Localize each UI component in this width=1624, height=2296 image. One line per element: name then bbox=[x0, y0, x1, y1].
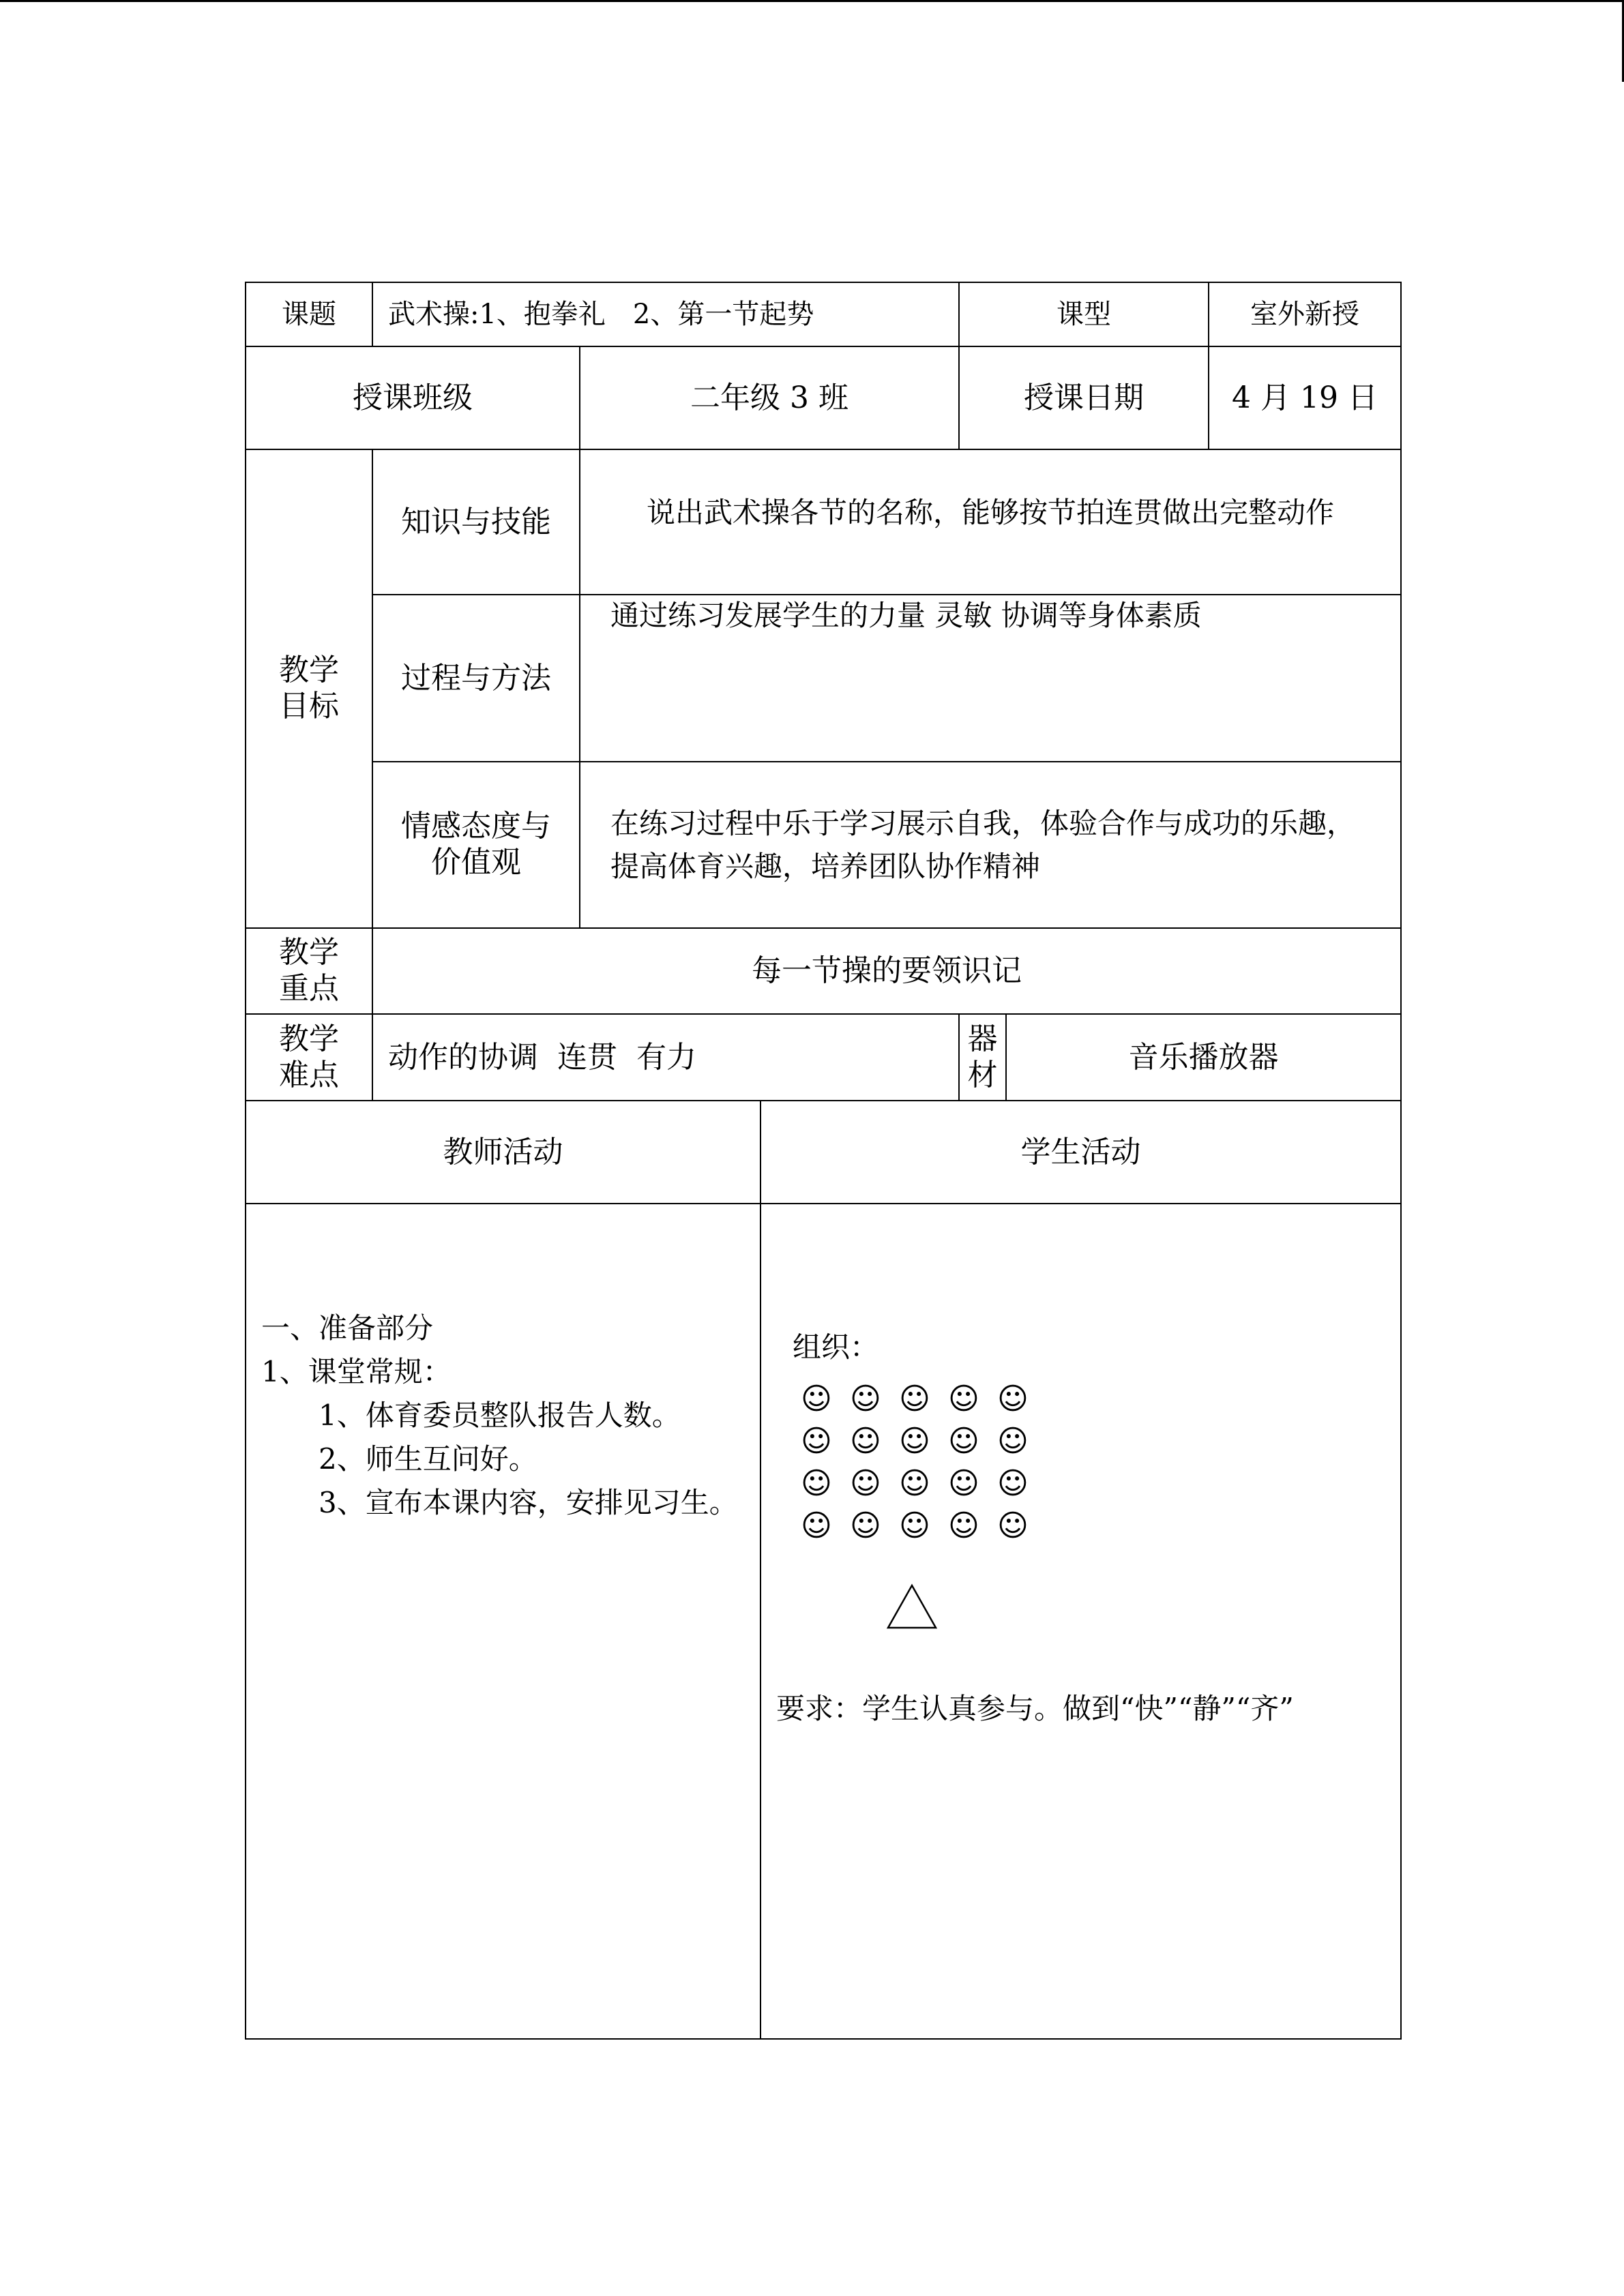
process-text: 通过练习发展学生的力量 灵敏 协调等身体素质 bbox=[580, 595, 1401, 762]
smiley-icon: ☺ bbox=[948, 1424, 979, 1459]
smiley-icon: ☺ bbox=[997, 1508, 1029, 1543]
activity-header-row bbox=[246, 1101, 1401, 1204]
smiley-icon: ☺ bbox=[850, 1466, 881, 1501]
attitude-text: 在练习过程中乐于学习展示自我，体验合作与成功的乐趣，提高体育兴趣，培养团队协作精神 bbox=[580, 762, 1401, 928]
topic-row bbox=[246, 282, 1401, 346]
smiley-icon: ☺ bbox=[997, 1424, 1029, 1459]
smiley-icon: ☺ bbox=[850, 1382, 881, 1416]
triangle-icon bbox=[885, 1583, 939, 1630]
class-row bbox=[246, 346, 1401, 449]
equipment-label: 器材 bbox=[959, 1014, 1006, 1101]
class-label: 授课班级 bbox=[246, 346, 580, 449]
class-value: 二年级 3 班 bbox=[580, 346, 959, 449]
key-point-row bbox=[246, 928, 1401, 1014]
smiley-icon: ☺ bbox=[801, 1466, 832, 1501]
knowledge-text: 说出武术操各节的名称，能够按节拍连贯做出完整动作 bbox=[580, 449, 1401, 595]
organization-label: 组织： bbox=[793, 1330, 879, 1364]
student-formation bbox=[801, 1378, 1046, 1547]
difficulty-row bbox=[246, 1014, 1401, 1101]
smiley-icon: ☺ bbox=[899, 1466, 930, 1501]
key-point-label: 教学重点 bbox=[246, 928, 372, 1014]
smiley-icon: ☺ bbox=[801, 1508, 832, 1543]
teacher-line-report: 1、体育委员整队报告人数。 bbox=[319, 1399, 681, 1432]
teacher-line-greet: 2、师生互问好。 bbox=[319, 1442, 537, 1476]
key-point-text: 每一节操的要领识记 bbox=[372, 928, 1401, 1014]
teacher-line-announce: 3、宣布本课内容，安排见习生。 bbox=[319, 1486, 738, 1519]
smiley-icon: ☺ bbox=[948, 1382, 979, 1416]
date-label: 授课日期 bbox=[959, 346, 1209, 449]
objective-process-row bbox=[246, 595, 1401, 762]
smiley-icon: ☺ bbox=[850, 1508, 881, 1543]
formation-row bbox=[801, 1420, 1046, 1463]
attitude-label-line2: 价值观 bbox=[431, 845, 521, 880]
smiley-icon: ☺ bbox=[801, 1382, 832, 1416]
objective-knowledge-row bbox=[246, 449, 1401, 595]
smiley-icon: ☺ bbox=[850, 1424, 881, 1459]
student-activity-cell bbox=[761, 1204, 1401, 2039]
objectives-label: 教学目标 bbox=[246, 449, 372, 928]
page-top-border bbox=[0, 0, 1624, 2]
smiley-icon: ☺ bbox=[948, 1508, 979, 1543]
lesson-type-label: 课型 bbox=[959, 282, 1209, 346]
formation-row bbox=[801, 1378, 1046, 1420]
formation-row bbox=[801, 1463, 1046, 1505]
smiley-icon: ☺ bbox=[997, 1382, 1029, 1416]
activity-content-row bbox=[246, 1204, 1401, 2039]
difficulty-text: 动作的协调 连贯 有力 bbox=[372, 1014, 959, 1101]
smiley-icon: ☺ bbox=[899, 1508, 930, 1543]
difficulty-label: 教学难点 bbox=[246, 1014, 372, 1101]
teacher-activity-list bbox=[261, 1307, 738, 1525]
teacher-activity-header: 教师活动 bbox=[246, 1101, 761, 1204]
smiley-icon: ☺ bbox=[899, 1424, 930, 1459]
lesson-plan-table bbox=[245, 282, 1402, 2040]
smiley-icon: ☺ bbox=[801, 1424, 832, 1459]
equipment-text: 音乐播放器 bbox=[1006, 1014, 1401, 1101]
smiley-icon: ☺ bbox=[948, 1466, 979, 1501]
attitude-label bbox=[372, 762, 580, 928]
process-label: 过程与方法 bbox=[372, 595, 580, 762]
smiley-icon: ☺ bbox=[997, 1466, 1029, 1501]
objective-attitude-row bbox=[246, 762, 1401, 928]
teacher-line-routine: 1、课堂常规： bbox=[261, 1355, 452, 1388]
date-value: 4 月 19 日 bbox=[1209, 346, 1401, 449]
attitude-label-line1: 情感态度与 bbox=[401, 809, 551, 844]
teacher-activity-cell bbox=[246, 1204, 761, 2039]
lesson-type-value: 室外新授 bbox=[1209, 282, 1401, 346]
topic-label: 课题 bbox=[246, 282, 372, 346]
topic-value: 武术操:1、抱拳礼 2、第一节起势 bbox=[372, 282, 959, 346]
knowledge-label: 知识与技能 bbox=[372, 449, 580, 595]
smiley-icon: ☺ bbox=[899, 1382, 930, 1416]
formation-row bbox=[801, 1505, 1046, 1547]
teacher-line-section: 一、准备部分 bbox=[261, 1311, 434, 1345]
student-requirement: 要求：学生认真参与。做到“快”“静”“齐” bbox=[776, 1692, 1294, 1725]
student-activity-header: 学生活动 bbox=[761, 1101, 1401, 1204]
